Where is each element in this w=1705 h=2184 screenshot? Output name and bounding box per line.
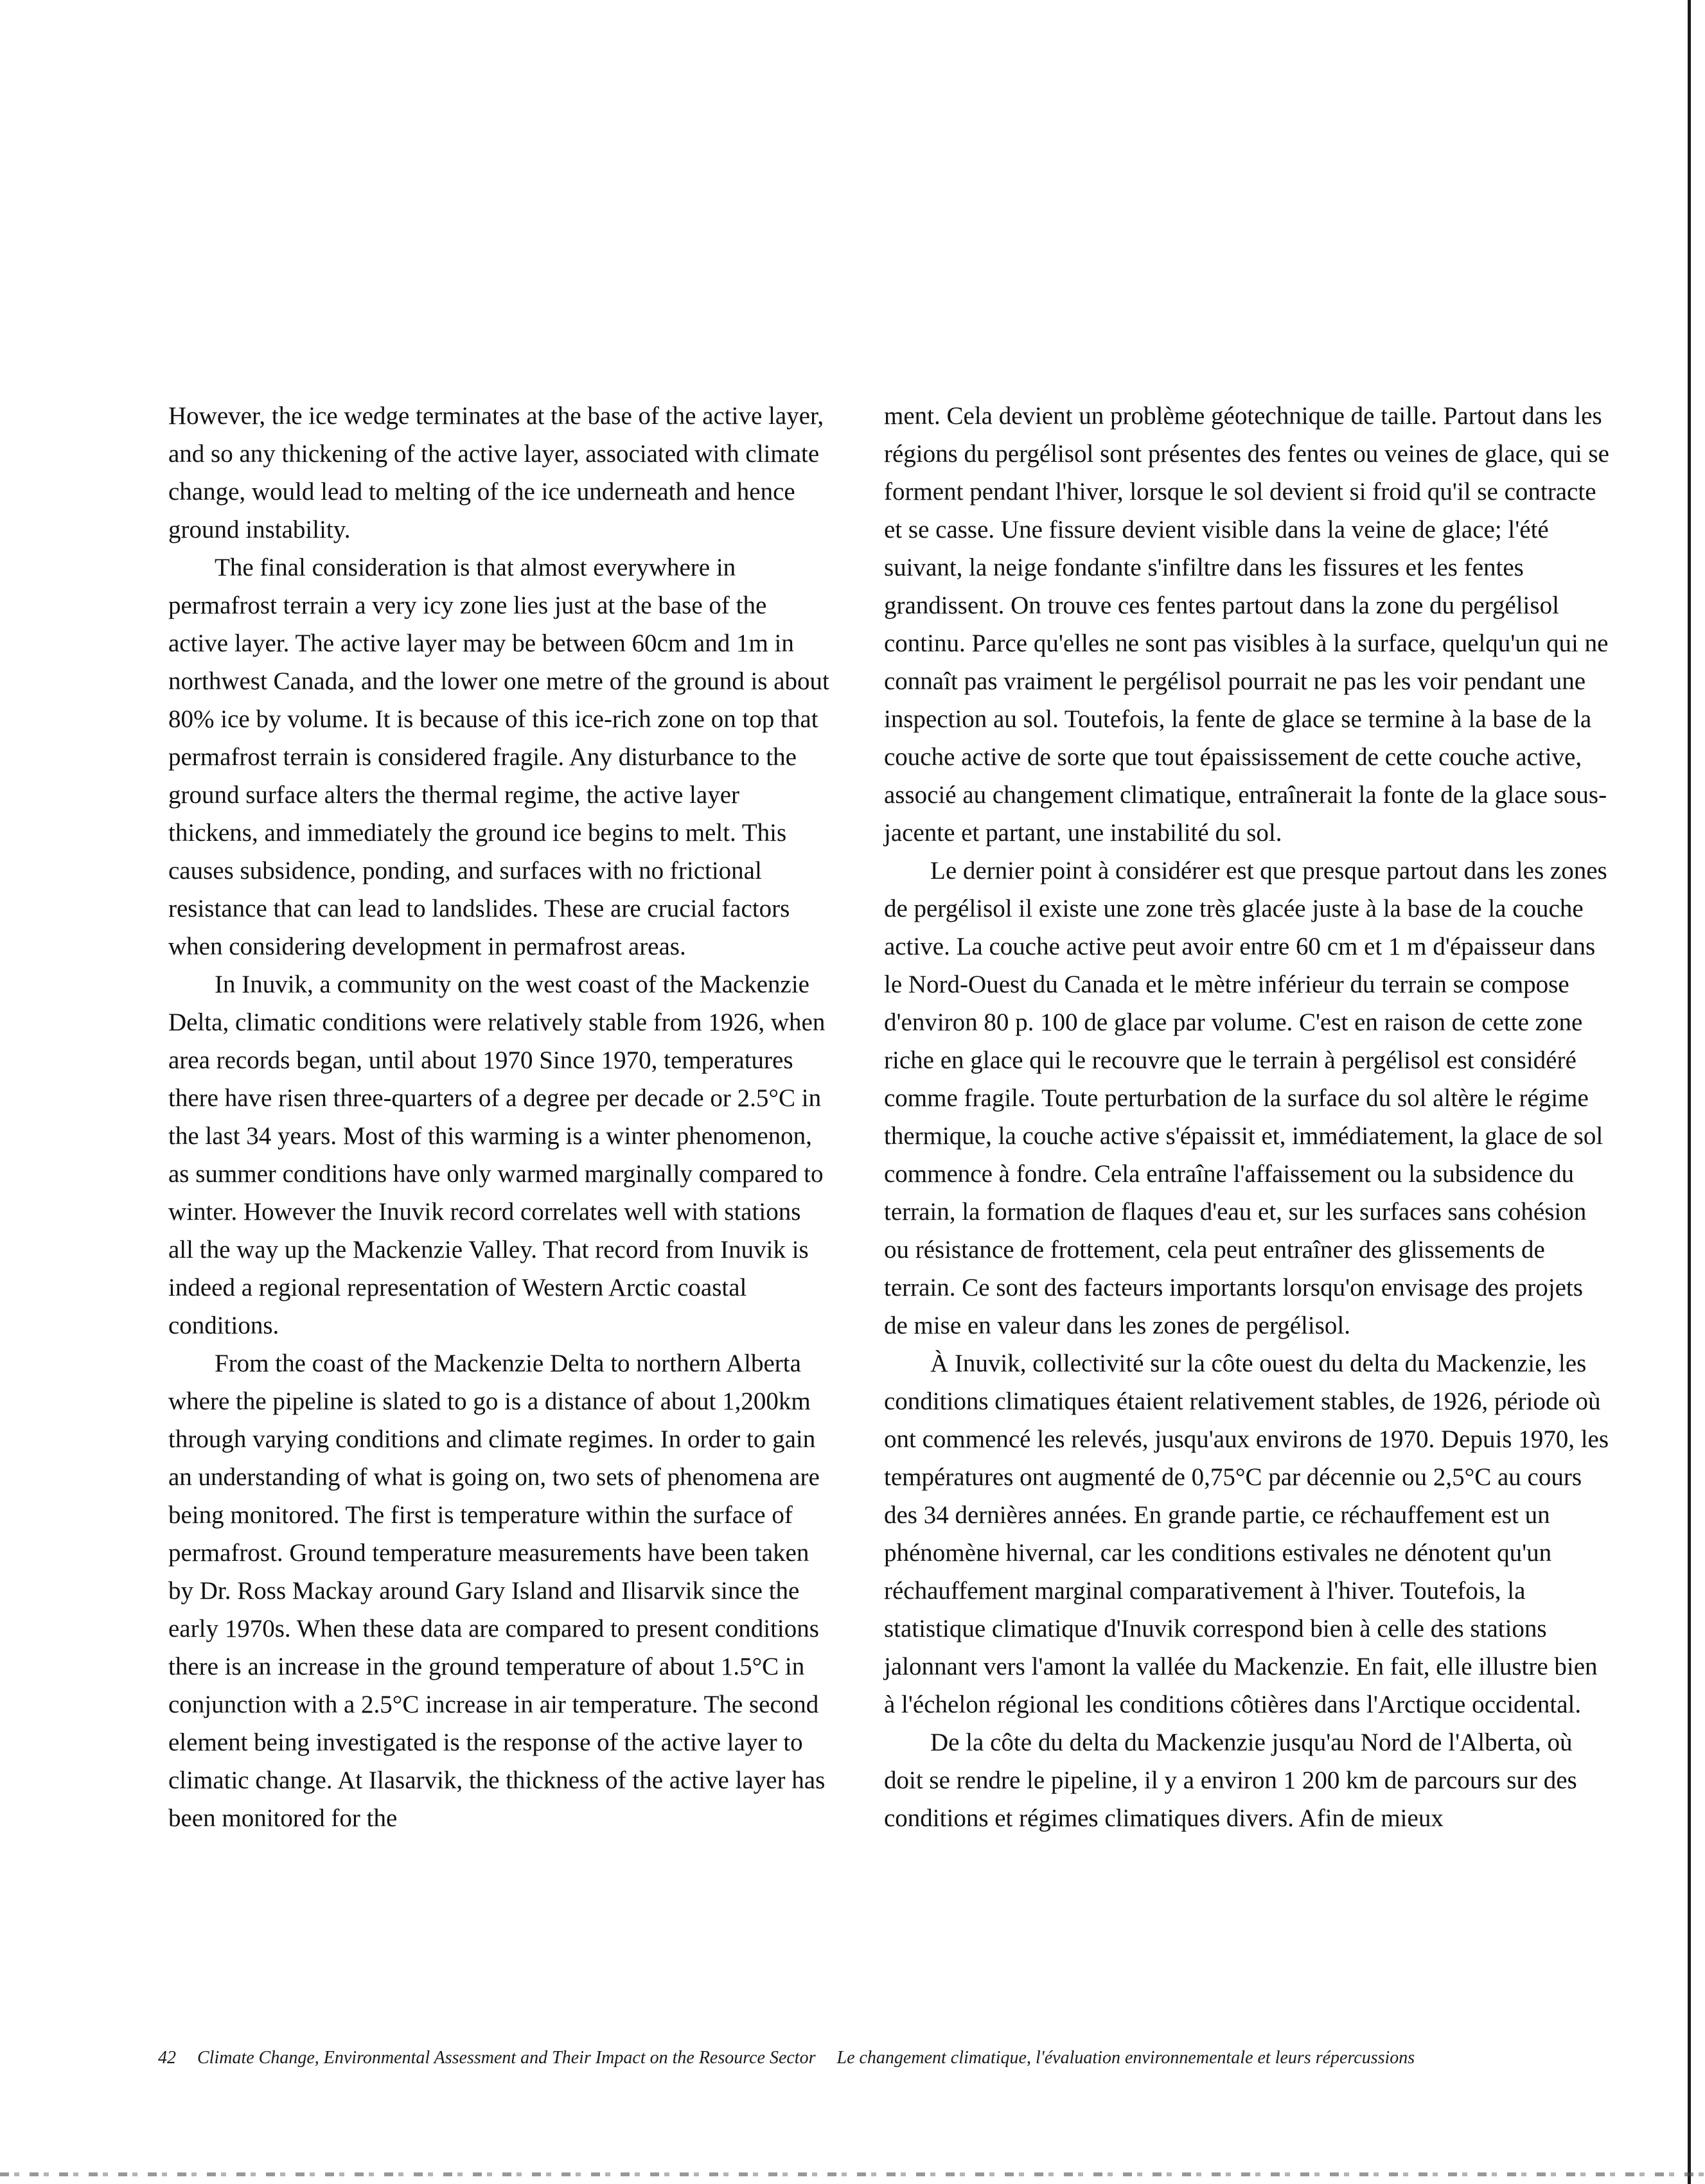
- paragraph: ment. Cela devient un problème géotechnique de taille. Partout dans les régions du pergélisol sont présentes des fentes ou veines de glace, qui se forment pendant l'hiver, lorsque le sol devient si froid qu'il se contracte et se casse. Une fissure devient visible dans la veine de glace; l'été suivant, la neige fondante s'infiltre dans les fissures et les fentes grandissent. On trouve ces fentes partout dans la zone du pergélisol continu. Parce qu'elles ne sont pas visibles à la surface, quelqu'un qui ne connaît pas vraiment le pergélisol pourrait ne pas les voir pendant une inspection au sol. Toutefois, la fente de glace se termine à la base de la couche active de sorte que tout épaississement de cette couche active, associé au changement climatique, entraînerait la fonte de la glace sous-jacente et partant, une instabilité du sol.: [884, 402, 1609, 847]
- page-number: 42: [158, 2048, 176, 2068]
- page-footer: [158, 2048, 1623, 2068]
- scan-edge-right: [1688, 0, 1691, 2184]
- paragraph: De la côte du delta du Mackenzie jusqu'au Nord de l'Alberta, où doit se rendre le pipeline, il y a environ 1 200 km de parcours sur des conditions et régimes climatiques divers. Afin de mieux: [884, 1729, 1577, 1832]
- paragraph: À Inuvik, collectivité sur la côte ouest du delta du Mackenzie, les conditions climatiques étaient relativement stables, de 1926, période où ont commencé les relevés, jusqu'aux environs de 1970. Depuis 1970, les températures ont augmenté de 0,75°C par décennie ou 2,5°C au cours des 34 dernières années. En grande partie, ce réchauffement est un phénomène hivernal, car les conditions estivales ne dénotent qu'un réchauffement marginal comparativement à l'hiver. Toutefois, la statistique climatique d'Inuvik correspond bien à celle des stations jalonnant vers l'amont la vallée du Mackenzie. En fait, elle illustre bien à l'échelon régional les conditions côtières dans l'Arctique occidental.: [884, 1350, 1609, 1718]
- right-column-french: [884, 397, 1610, 1837]
- paragraph: Le dernier point à considérer est que presque partout dans les zones de pergélisol il existe une zone très glacée juste à la base de la couche active. La couche active peut avoir entre 60 cm et 1 m d'épaisseur dans le Nord-Ouest du Canada et le mètre inférieur du terrain se compose d'environ 80 p. 100 de glace par volume. C'est en raison de cette zone riche en glace qui le recouvre que le terrain à pergélisol est considéré comme fragile. Toute perturbation de la surface du sol altère le régime thermique, la couche active s'épaissit et, immédiatement, la glace de sol commence à fondre. Cela entraîne l'affaissement ou la subsidence du terrain, la formation de flaques d'eau et, sur les surfaces sans cohésion ou résistance de frottement, cela peut entraîner des glissements de terrain. Ce sont des facteurs importants lorsqu'on envisage des projets de mise en valeur dans les zones de pergélisol.: [884, 857, 1607, 1339]
- publication-title-english: Climate Change, Environmental Assessment and Their Impact on the Resource Sector: [197, 2048, 816, 2068]
- paragraph: The final consideration is that almost everywhere in permafrost terrain a very icy zone lies just at the base of the active layer. The active layer may be between 60cm and 1m in northwest Canada, and the lower one metre of the ground is about 80% ice by volume. It is because of this ice-rich zone on top that permafrost terrain is considered fragile. Any disturbance to the ground surface alters the thermal regime, the active layer thickens, and immediately the ground ice begins to melt. This causes subsidence, ponding, and surfaces with no frictional resistance that can lead to landslides. These are crucial factors when considering development in permafrost areas.: [168, 554, 829, 960]
- publication-title-french: Le changement climatique, l'évaluation environnementale et leurs répercussions: [836, 2048, 1415, 2068]
- left-column-english: [168, 397, 830, 1837]
- paragraph: From the coast of the Mackenzie Delta to northern Alberta where the pipeline is slated to go is a distance of about 1,200km through varying conditions and climate regimes. In order to gain an understanding of what is going on, two sets of phenomena are being monitored. The first is temperature within the surface of permafrost. Ground temperature measurements have been taken by Dr. Ross Mackay around Gary Island and Ilisarvik since the early 1970s. When these data are compared to present conditions there is an increase in the ground temperature of about 1.5°C in conjunction with a 2.5°C increase in air temperature. The second element being investigated is the response of the active layer to climatic change. At Ilasarvik, the thickness of the active layer has been monitored for the: [168, 1350, 826, 1832]
- paragraph: However, the ice wedge terminates at the base of the active layer, and so any thickening of the active layer, associated with climate change, would lead to melting of the ice underneath and hence ground instability.: [168, 402, 824, 543]
- paragraph: In Inuvik, a community on the west coast of the Mackenzie Delta, climatic conditions were relatively stable from 1926, when area records began, until about 1970 Since 1970, temperatures there have risen three-quarters of a degree per decade or 2.5°C in the last 34 years. Most of this warming is a winter phenomenon, as summer conditions have only warmed marginally compared to winter. However the Inuvik record correlates well with stations all the way up the Mackenzie Valley. That record from Inuvik is indeed a regional representation of Western Arctic coastal conditions.: [168, 971, 826, 1339]
- scan-edge-bottom: [0, 2172, 1705, 2176]
